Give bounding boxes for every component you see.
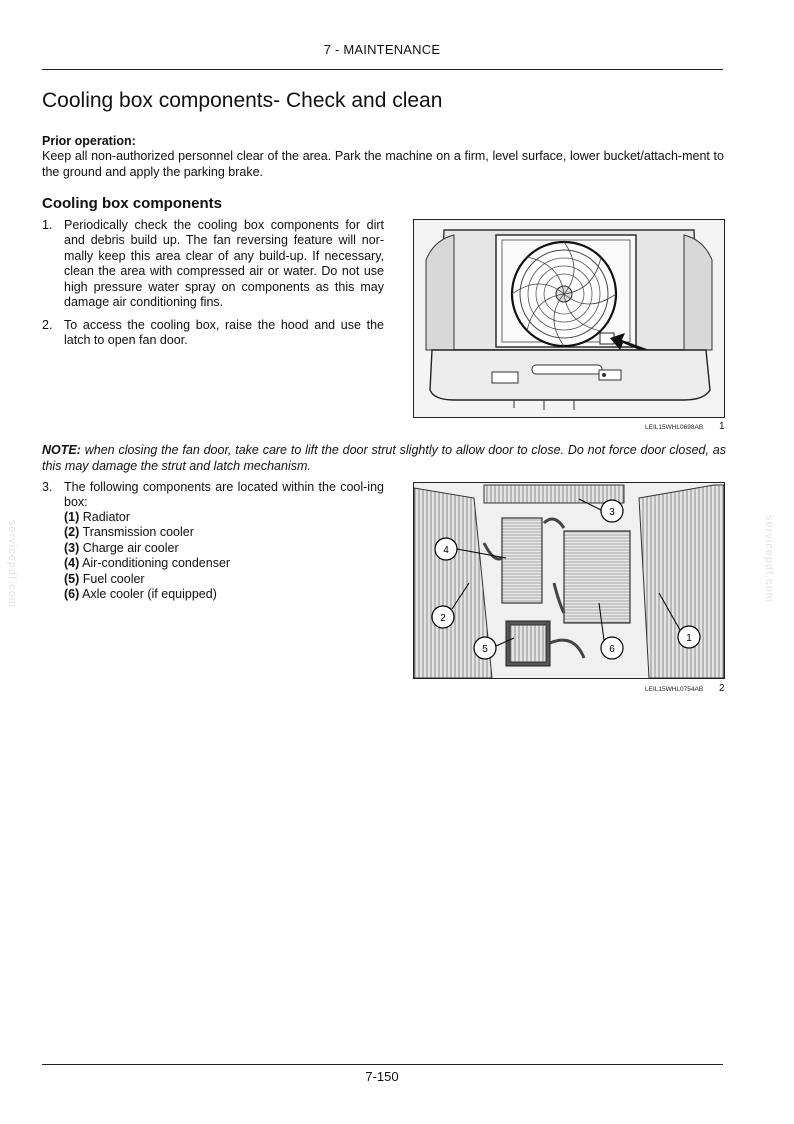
- step-text: The following components are located within the cool-ing box:: [64, 480, 384, 510]
- figure-cooling-box: [413, 482, 725, 679]
- step-2: [42, 318, 384, 349]
- prior-operation-text: Keep all non-authorized personnel clear of the area. Park the machine on a firm, level surface, lower bucket/attach-ment to the ground and apply the parking brake.: [42, 149, 724, 179]
- step-text: To access the cooling box, raise the hood and use the latch to open fan door.: [64, 318, 384, 348]
- list-item: (1) Radiator: [64, 510, 131, 524]
- callout-1: 1: [686, 633, 692, 644]
- watermark-left: servicepdf.com: [6, 520, 18, 608]
- watermark-right: servicepdf.com: [763, 515, 775, 603]
- list-item: (2) Transmission cooler: [64, 525, 194, 540]
- figure-fan-door: [413, 219, 725, 418]
- list-item: (6) Axle cooler (if equipped): [64, 587, 217, 602]
- step-number: 3.: [42, 480, 53, 494]
- page-title: Cooling box components- Check and clean: [42, 89, 443, 112]
- figure-2-code: LEIL15WHL0754AB: [645, 686, 704, 693]
- note-label: NOTE:: [42, 443, 81, 457]
- step-1: [42, 218, 384, 310]
- running-header: 7 - MAINTENANCE: [323, 42, 441, 57]
- page-number: 7-150: [365, 1069, 399, 1084]
- figure-1-number: 1: [719, 421, 725, 432]
- section-title: Cooling box components: [42, 195, 222, 212]
- cooling-box-illustration: [414, 483, 724, 678]
- note-paragraph: [42, 443, 726, 474]
- callout-6: 6: [609, 644, 615, 655]
- figure-2-number: 2: [719, 683, 725, 694]
- list-item: (4) Air-conditioning condenser: [64, 556, 231, 571]
- step-3: [42, 480, 384, 511]
- step-number: 1.: [42, 218, 53, 232]
- callout-3: 3: [609, 507, 615, 518]
- step-text: Periodically check the cooling box components for dirt and debris build up. The fan reversing feature will nor-mally keep this area clear of any build-up. If necessary, clean the area with compressed air or water. Do not use high pressure water spray on components as this may damage air conditioning fins.: [64, 218, 384, 310]
- footer-rule: [42, 1064, 723, 1065]
- note-text: when closing the fan door, take care to lift the door strut slightly to allow door to close. Do not force door closed, as this may damage the strut and latch mechanism.: [42, 443, 726, 473]
- header-rule: [42, 69, 723, 70]
- list-item: (5) Fuel cooler: [64, 571, 145, 586]
- step-number: 2.: [42, 318, 53, 332]
- callout-5: 5: [482, 644, 488, 655]
- callout-4: 4: [443, 545, 449, 556]
- list-item: (3) Charge air cooler: [64, 540, 179, 555]
- prior-operation-label: Prior operation:: [42, 134, 136, 148]
- component-list: [64, 510, 230, 602]
- figure-1-code: LEIL15WHL0698AB: [645, 424, 704, 431]
- callout-2: 2: [440, 613, 446, 624]
- fan-door-illustration: [414, 220, 724, 417]
